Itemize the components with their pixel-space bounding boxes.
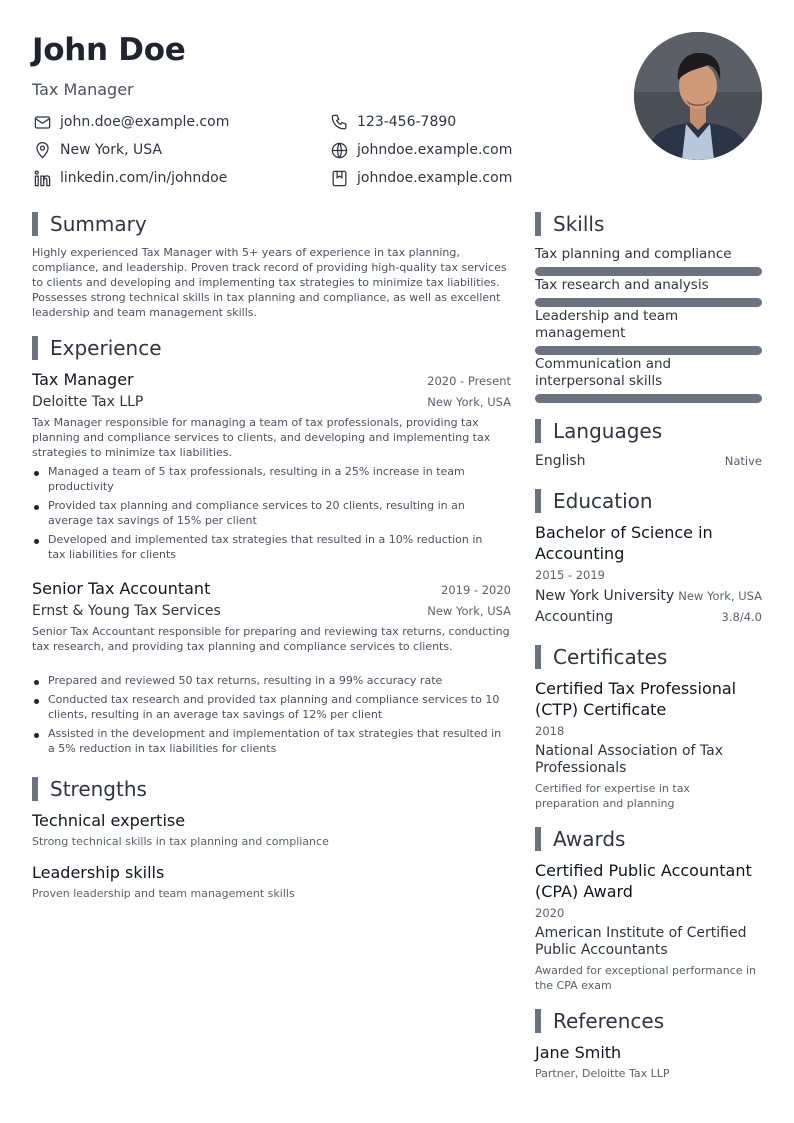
reference-name: Jane Smith	[535, 1043, 622, 1062]
education-school-row	[535, 588, 762, 604]
reference-role: Partner, Deloitte Tax LLP	[535, 1067, 670, 1080]
job-1-bullet-3: Developed and implemented tax strategies that resulted in a 10% reduction in tax liabilities for clients	[32, 532, 502, 562]
linkedin-icon	[32, 168, 52, 188]
job-2-bullet-1: Prepared and reviewed 50 tax returns, resulting in a 99% accuracy rate	[32, 673, 502, 688]
section-bar	[535, 827, 541, 851]
strength-2-description: Proven leadership and team management skills	[32, 887, 295, 900]
skill-item	[535, 277, 762, 307]
job-2-company-row	[32, 603, 511, 619]
summary-text: Highly experienced Tax Manager with 5+ years of experience in tax planning, compliance, and leadership. Proven track record of providing high-quality tax services to clients and developing and implementing tax strategies to minimize tax liabilities. Possesses strong technical skills in tax planning and compliance, as well as excellent leadership and team management skills.	[32, 246, 507, 319]
certificate-title: Certified Tax Professional (CTP) Certificate	[535, 679, 737, 719]
section-bar	[32, 212, 38, 236]
strength-1-title: Technical expertise	[32, 811, 186, 830]
job-1-bullet-1: Managed a team of 5 tax professionals, resulting in a 25% increase in team productivity	[32, 464, 502, 494]
education-heading-text: Education	[553, 489, 653, 513]
award-year: 2020	[535, 906, 565, 920]
candidate-title: Tax Manager	[32, 80, 134, 99]
job-2-bullet-3: Assisted in the development and implementation of tax strategies that resulted in a 5% reduction in tax liabilities for clients	[32, 726, 502, 756]
contact-location-text: New York, USA	[60, 142, 162, 158]
contact-email[interactable]	[32, 112, 229, 132]
job-2-dates: 2019 - 2020	[441, 583, 511, 597]
education-school: New York University	[535, 588, 675, 604]
skill-name: Tax research and analysis	[535, 277, 709, 293]
certificates-heading	[535, 645, 667, 669]
strengths-heading	[32, 777, 147, 801]
skill-level-fill	[535, 298, 762, 307]
section-bar	[535, 419, 541, 443]
references-heading-text: References	[553, 1009, 665, 1033]
section-bar	[32, 336, 38, 360]
award-description: Awarded for exceptional performance in the CPA exam	[535, 964, 757, 992]
education-field-row	[535, 609, 762, 625]
strength-1-description: Strong technical skills in tax planning and compliance	[32, 835, 329, 848]
contact-linkedin-text: linkedin.com/in/johndoe	[60, 170, 228, 186]
skill-level-fill	[535, 346, 762, 355]
certificate-issuer: National Association of Tax Professionals	[535, 743, 723, 776]
candidate-name: John Doe	[32, 32, 186, 68]
education-field: Accounting	[535, 609, 614, 625]
job-2-company: Ernst & Young Tax Services	[32, 603, 221, 619]
summary-heading-text: Summary	[50, 212, 147, 236]
contact-website[interactable]	[329, 140, 512, 160]
skill-level-bar	[535, 394, 762, 403]
job-1-bullets	[32, 464, 502, 566]
section-bar	[32, 777, 38, 801]
job-2-location: New York, USA	[427, 604, 511, 618]
contact-linkedin[interactable]	[32, 168, 227, 188]
mail-icon	[32, 112, 52, 132]
certificate-year: 2018	[535, 724, 565, 738]
contact-portfolio[interactable]	[329, 168, 512, 188]
map-pin-icon	[32, 140, 52, 160]
job-2-bullets	[32, 673, 502, 760]
contact-location	[32, 140, 162, 160]
job-1-company-row	[32, 394, 511, 410]
section-bar	[535, 1009, 541, 1033]
contact-website-text: johndoe.example.com	[357, 142, 513, 158]
section-bar	[535, 212, 541, 236]
skill-name: Tax planning and compliance	[535, 246, 732, 262]
job-2-bullet-2: Conducted tax research and provided tax planning and compliance services to 10 clients, resulting in an average tax savings of 12% per client	[32, 692, 502, 722]
languages-heading-text: Languages	[553, 419, 663, 443]
language-row	[535, 453, 762, 469]
job-2-description: Senior Tax Accountant responsible for preparing and reviewing tax returns, conducting tax research, and providing tax planning and compliance services to clients.	[32, 625, 510, 653]
education-heading	[535, 489, 653, 513]
skill-item	[535, 356, 762, 403]
languages-heading	[535, 419, 662, 443]
bookmark-icon	[329, 168, 349, 188]
language-name: English	[535, 453, 586, 469]
skill-item	[535, 308, 762, 355]
skill-item	[535, 246, 762, 276]
skills-heading	[535, 212, 604, 236]
education-gpa: 3.8/4.0	[721, 610, 762, 624]
contact-phone-text: 123-456-7890	[357, 114, 457, 130]
award-issuer: American Institute of Certified Public Accountants	[535, 925, 747, 958]
awards-heading-text: Awards	[553, 827, 626, 851]
contact-email-text: john.doe@example.com	[60, 114, 230, 130]
skill-level-fill	[535, 267, 762, 276]
skill-level-bar	[535, 298, 762, 307]
skill-level-bar	[535, 346, 762, 355]
education-degree: Bachelor of Science in Accounting	[535, 523, 713, 563]
award-title: Certified Public Accountant (CPA) Award	[535, 861, 752, 901]
job-1-company: Deloitte Tax LLP	[32, 394, 144, 410]
experience-heading-text: Experience	[50, 336, 162, 360]
profile-photo	[634, 32, 762, 160]
job-2-header	[32, 579, 511, 598]
education-location: New York, USA	[678, 589, 762, 603]
skills-heading-text: Skills	[553, 212, 605, 236]
strength-2-title: Leadership skills	[32, 863, 165, 882]
job-1-bullet-2: Provided tax planning and compliance services to 20 clients, resulting in an average tax savings of 15% per client	[32, 498, 502, 528]
experience-heading	[32, 336, 162, 360]
contact-phone[interactable]	[329, 112, 456, 132]
education-dates: 2015 - 2019	[535, 568, 605, 582]
summary-heading	[32, 212, 147, 236]
skill-level-fill	[535, 394, 762, 403]
job-1-location: New York, USA	[427, 395, 511, 409]
references-heading	[535, 1009, 664, 1033]
job-1-dates: 2020 - Present	[427, 374, 511, 388]
contact-portfolio-text: johndoe.example.com	[357, 170, 513, 186]
skill-name: Leadership and team management	[535, 308, 679, 341]
section-bar	[535, 489, 541, 513]
phone-icon	[329, 112, 349, 132]
awards-heading	[535, 827, 625, 851]
section-bar	[535, 645, 541, 669]
language-level: Native	[724, 454, 762, 468]
job-2-title: Senior Tax Accountant	[32, 579, 211, 598]
job-1-title: Tax Manager	[32, 370, 134, 389]
job-1-description: Tax Manager responsible for managing a team of tax professionals, providing tax planning and compliance services to clients, and developing and implementing tax strategies to minimize tax liabilities.	[32, 416, 491, 459]
skill-level-bar	[535, 267, 762, 276]
strengths-heading-text: Strengths	[50, 777, 147, 801]
certificates-heading-text: Certificates	[553, 645, 668, 669]
skill-name: Communication and interpersonal skills	[535, 356, 672, 389]
globe-icon	[329, 140, 349, 160]
job-1-header	[32, 370, 511, 389]
certificate-description: Certified for expertise in tax preparation and planning	[535, 782, 690, 810]
